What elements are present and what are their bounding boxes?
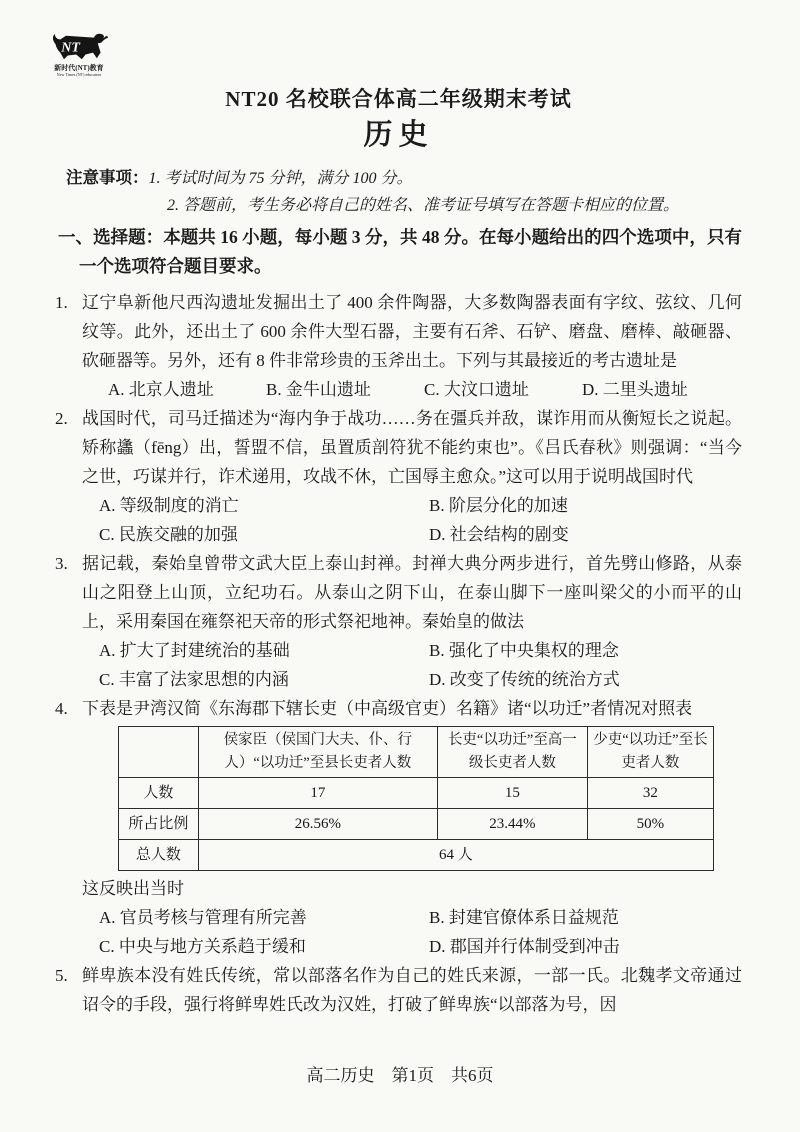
cell-total: 64 人 <box>198 840 713 871</box>
question-1-stem: 辽宁阜新他尺西沟遗址发掘出土了 400 余件陶器，大多数陶器表面有字纹、弦纹、几何纹等。此外，还出土了 600 余件大型石器，主要有石斧、石铲、磨盘、磨棒、敲砸器、砍砸器等。另外，还有 8 件非常珍贵的玉斧出土。下列与其最接近的考古遗址是 <box>82 293 742 370</box>
question-3-number: 3. <box>55 554 68 573</box>
row-label: 人数 <box>119 778 199 809</box>
option-a: A. 官员考核与管理有所完善 <box>99 908 307 927</box>
header-col-2: 长吏“以功迁”至高一级长吏者人数 <box>437 727 587 778</box>
option-d: D. 二里头遗址 <box>582 380 688 399</box>
logo-caption-cn: 新时代(NT)教育 <box>54 64 104 72</box>
row-label: 总人数 <box>119 840 199 871</box>
table-header-row <box>119 727 714 778</box>
table-row <box>119 778 714 809</box>
question-4-number: 4. <box>55 699 68 718</box>
question-4-table-wrapper <box>118 726 714 871</box>
cell: 15 <box>437 778 587 809</box>
question-4-post-text: 这反映出当时 <box>82 879 184 898</box>
question-1-options <box>82 375 742 404</box>
header-col-3: 少吏“以功迁”至长吏者人数 <box>587 727 713 778</box>
question-1-number: 1. <box>55 293 68 312</box>
option-b: B. 强化了中央集权的理念 <box>429 641 619 660</box>
cell: 17 <box>198 778 437 809</box>
question-2-stem: 战国时代，司马迁描述为“海内争于战功……务在彊兵并敌，谋诈用而从衡短长之说起。矫称蠭（fēng）出，誓盟不信，虽置质剖符犹不能约束也”。《吕氏春秋》则强调：“当今之世，巧谋并行，诈术递用，攻战不休，亡国辱主愈众。”这可以用于说明战国时代 <box>82 409 742 486</box>
option-a: A. 扩大了封建统治的基础 <box>99 641 290 660</box>
question-3-options <box>82 636 742 694</box>
question-3 <box>55 549 742 694</box>
option-b: B. 阶层分化的加速 <box>429 496 568 515</box>
question-2-number: 2. <box>55 409 68 428</box>
option-c: C. 丰富了法家思想的内涵 <box>99 670 289 689</box>
exam-notice <box>66 164 742 219</box>
header-empty <box>119 727 199 778</box>
option-a: A. 等级制度的消亡 <box>99 496 239 515</box>
logo-caption-en: New Times (NT) education <box>56 72 102 77</box>
cell: 23.44% <box>437 809 587 840</box>
question-2 <box>55 404 742 549</box>
cell: 50% <box>587 809 713 840</box>
option-a: A. 北京人遗址 <box>108 380 214 399</box>
option-b: B. 金牛山遗址 <box>266 380 371 399</box>
section-heading-desc: 本题共 16 小题，每小题 3 分，共 48 分。在每小题给出的四个选项中，只有一个选项符合题目要求。 <box>79 227 743 276</box>
notice-line-1 <box>66 164 742 192</box>
exam-title: NT20 名校联合体高二年级期末考试 <box>225 87 572 111</box>
option-c: C. 民族交融的加强 <box>99 525 238 544</box>
option-d: D. 改变了传统的统治方式 <box>429 670 620 689</box>
page-footer: 高二历史 第1页 共6页 <box>306 1066 494 1085</box>
option-c: C. 中央与地方关系趋于缓和 <box>99 937 306 956</box>
question-5-stem: 鲜卑族本没有姓氏传统，常以部落名作为自己的姓氏来源，一部一氏。北魏孝文帝通过诏令的手段，强行将鲜卑姓氏改为汉姓，打破了鲜卑族“以部落为号，因 <box>82 966 742 1014</box>
question-4 <box>55 694 742 961</box>
comparison-table <box>118 726 714 871</box>
header-col-1: 侯家臣（侯国门大夫、仆、行人）“以功迁”至县长吏者人数 <box>198 727 437 778</box>
option-c: C. 大汶口遗址 <box>424 380 529 399</box>
row-label: 所占比例 <box>119 809 199 840</box>
bull-logo-icon <box>49 30 109 64</box>
publisher-logo <box>46 30 112 77</box>
table-row <box>119 809 714 840</box>
cell: 26.56% <box>198 809 437 840</box>
option-b: B. 封建官僚体系日益规范 <box>429 908 619 927</box>
notice-item-1: 1. 考试时间为 75 分钟，满分 100 分。 <box>148 170 413 187</box>
table-row <box>119 840 714 871</box>
question-4-stem: 下表是尹湾汉简《东海郡下辖长吏（中高级官吏）名籍》诸“以功迁”者情况对照表 <box>82 699 693 718</box>
question-1 <box>55 288 742 404</box>
question-2-options <box>82 491 742 549</box>
notice-label: 注意事项： <box>66 168 149 187</box>
notice-item-2: 2. 答题前，考生务必将自己的姓名、准考证号填写在答题卡相应的位置。 <box>167 197 680 214</box>
question-5 <box>55 961 742 1019</box>
section-heading-label: 一、选择题： <box>58 227 164 247</box>
svg-text:NT: NT <box>61 39 80 56</box>
option-d: D. 郡国并行体制受到冲击 <box>429 937 620 956</box>
exam-subject-title: 历史 <box>363 119 434 151</box>
question-5-number: 5. <box>55 966 68 985</box>
question-3-stem: 据记载，秦始皇曾带文武大臣上泰山封禅。封禅大典分两步进行，首先劈山修路，从泰山之阳登上山顶，立纪功石。从泰山之阴下山，在泰山脚下一座叫梁父的小而平的山上，采用秦国在雍祭祀天帝的形式祭祀地神。秦始皇的做法 <box>82 554 742 631</box>
question-list <box>55 288 742 1019</box>
option-d: D. 社会结构的剧变 <box>429 525 569 544</box>
cell: 32 <box>587 778 713 809</box>
section-heading <box>58 223 742 281</box>
question-4-options <box>82 903 742 961</box>
